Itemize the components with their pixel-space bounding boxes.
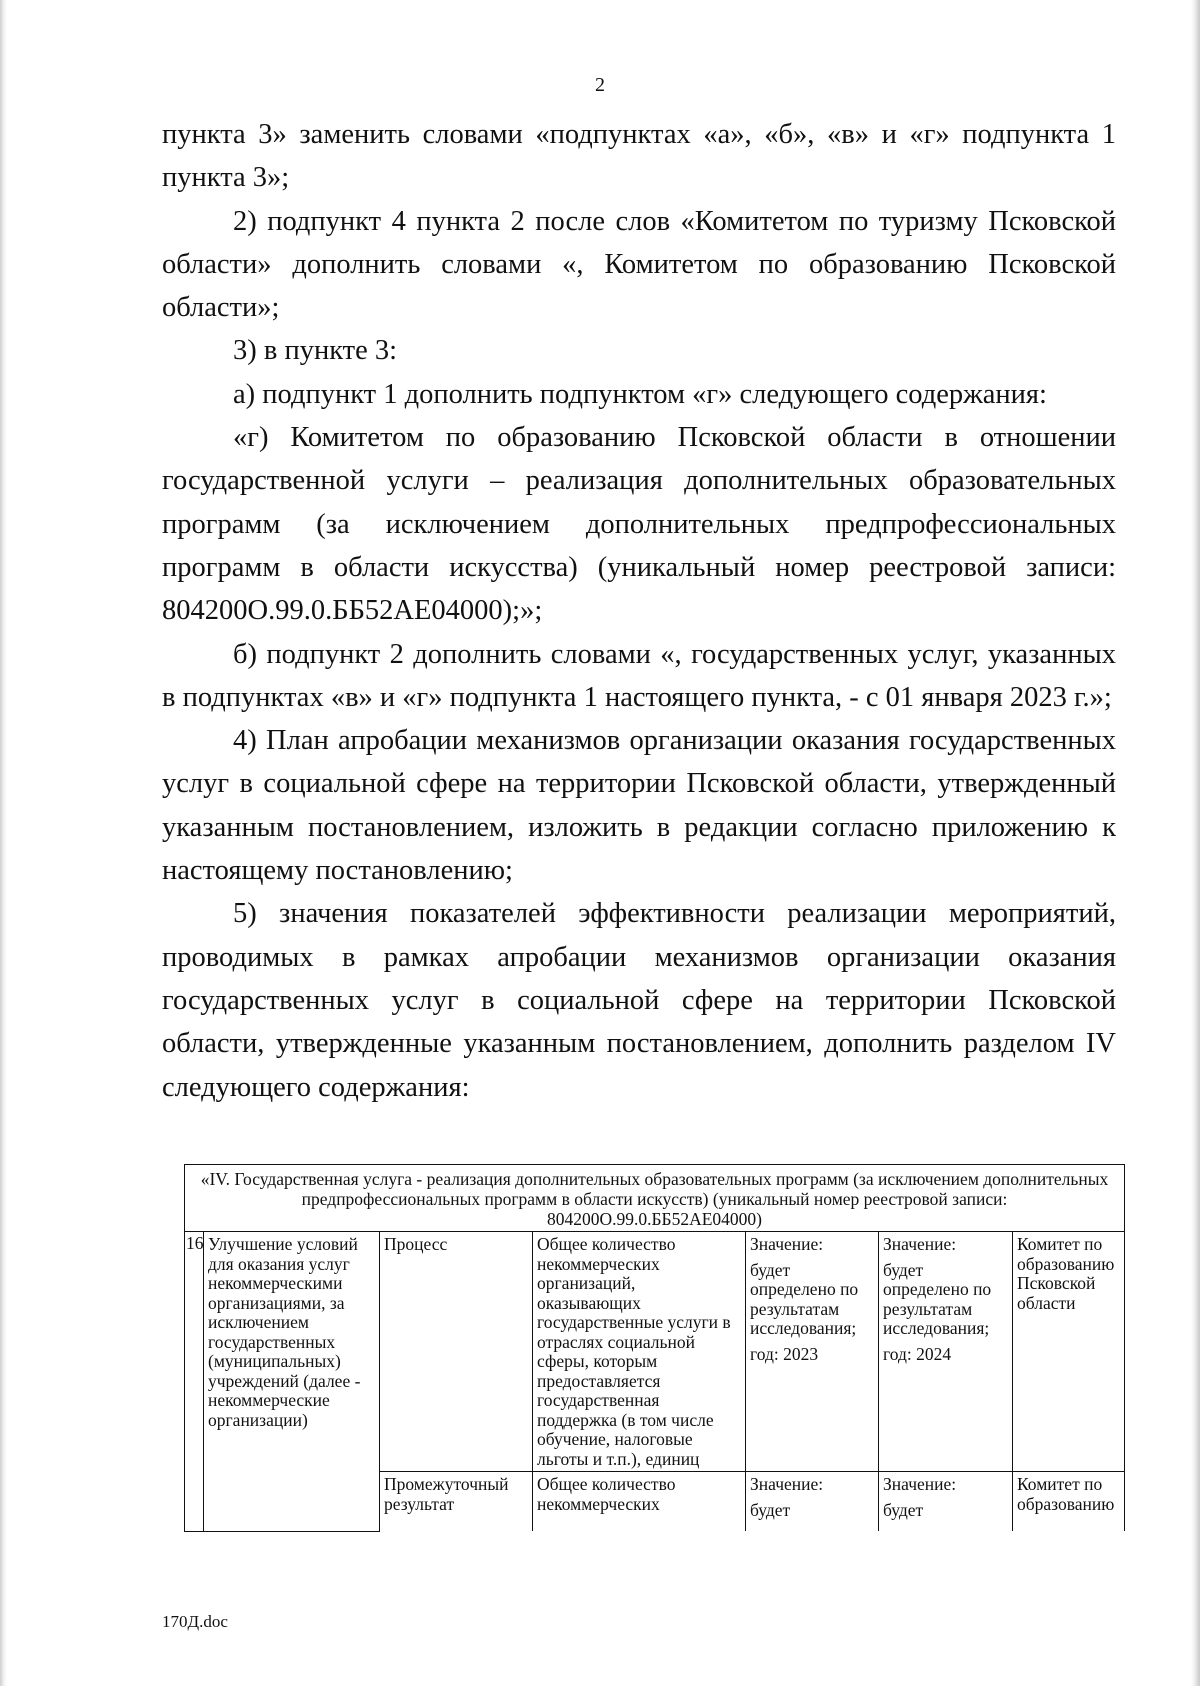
value-2024-cell (879, 1232, 1013, 1472)
responsible-cell: Комитет по образованию Псковской области (1013, 1232, 1125, 1472)
value-cell (746, 1472, 879, 1532)
table-header-row (185, 1165, 1125, 1232)
value-year: год: 2024 (883, 1343, 952, 1364)
measure-cell: Улучшение условий для оказания услуг некоммерческими организациями, за исключением государственных (муниципальных) учреждений (далее - некоммерческие организации) (204, 1232, 380, 1532)
value-label: Значение: (883, 1234, 957, 1254)
value-2023-cell (746, 1232, 879, 1472)
value-text: будет (883, 1499, 924, 1520)
value-text: будет (750, 1499, 791, 1520)
value-year: год: 2023 (750, 1343, 819, 1364)
indicators-table (184, 1164, 1125, 1532)
document-body (162, 113, 1116, 1109)
row-number: 16 (185, 1232, 204, 1532)
value-text: будет определено по результатам исследования; (883, 1259, 992, 1338)
value-label: Значение: (750, 1474, 824, 1494)
paragraph-1: пункта 3» заменить словами «подпунктах «а», «б», «в» и «г» подпункта 1 пункта 3»; (162, 119, 1116, 194)
table-section-title: «IV. Государственная услуга - реализация дополнительных образовательных программ (за исключением дополнительных предпрофессиональных программ в области искусств) (уникальный номер реестровой записи: 804200О.99.0.ББ52АЕ04000) (185, 1165, 1125, 1232)
paragraph-3: 3) в пункте 3: (233, 335, 398, 367)
value-text: будет определено по результатам исследования; (750, 1259, 859, 1338)
scan-edge-right (1191, 0, 1200, 1686)
table-row (185, 1232, 1125, 1472)
paragraph-6: б) подпункт 2 дополнить словами «, государственных услуг, указанных в подпунктах «в» и «г» подпункта 1 настоящего пункта, - с 01 января 2023 г.»; (162, 638, 1116, 713)
value-label: Значение: (750, 1234, 824, 1254)
paragraph-2: 2) подпункт 4 пункта 2 после слов «Комитетом по туризму Псковской области» дополнить словами «, Комитетом по образованию Псковской области»; (162, 205, 1116, 324)
value-cell (879, 1472, 1013, 1532)
paragraph-4: а) подпункт 1 дополнить подпунктом «г» следующего содержания: (233, 378, 1047, 410)
value-label: Значение: (883, 1474, 957, 1494)
paragraph-5: «г) Комитетом по образованию Псковской области в отношении государственной услуги – реализация дополнительных образовательных программ (за исключением дополнительных предпрофессиональных программ в области искусства) (уникальный номер реестровой записи: 804200О.99.0.ББ52АЕ04000);»; (162, 422, 1116, 627)
type-cell: Процесс (380, 1232, 533, 1472)
paragraph-7: 4) План апробации механизмов организации оказания государственных услуг в социальной сфере на территории Псковской области, утвержденный указанным постановлением, изложить в редакции согласно приложению к настоящему постановлению; (162, 725, 1116, 887)
indicator-cell: Общее количество некоммерческих (533, 1472, 746, 1532)
responsible-cell: Комитет по образованию (1013, 1472, 1125, 1532)
paragraph-8: 5) значения показателей эффективности реализации мероприятий, проводимых в рамках апробации механизмов организации оказания государственных услуг в социальной сфере на территории Псковской области, утвержденные указанным постановлением, дополнить разделом IV следующего содержания: (162, 898, 1116, 1103)
scan-edge-left (0, 0, 7, 1686)
type-cell: Промежуточный результат (380, 1472, 533, 1532)
indicator-cell: Общее количество некоммерческих организаций, оказывающих государственные услуги в отраслях социальной сферы, которым предоставляется государственная поддержка (в том числе обучение, налоговые льготы и т.п.), единиц (533, 1232, 746, 1472)
file-name-footer: 170Д.doc (162, 1612, 228, 1631)
page-number: 2 (595, 74, 605, 96)
